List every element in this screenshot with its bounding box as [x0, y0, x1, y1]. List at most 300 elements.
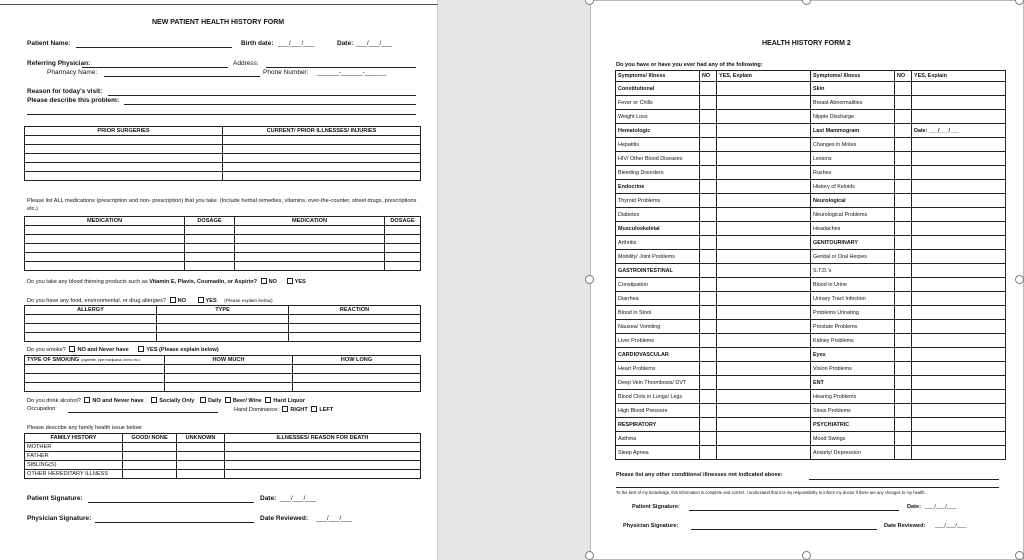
no-cell[interactable] [895, 124, 912, 138]
date-field[interactable]: ___/___/___ [356, 40, 393, 47]
symptom-label: Genital or Oral Herpes [811, 250, 895, 264]
yes-explain-cell[interactable] [912, 390, 1006, 404]
family-instructions: Please describe any family health issue below: [27, 425, 143, 431]
symptom-label: Hematologic [616, 124, 700, 138]
yes-explain-cell[interactable] [717, 320, 811, 334]
yes-explain-cell[interactable] [912, 362, 1006, 376]
blood-thinner-list: Vitamin E, Plavix, Coumadin, or Aspirin? [149, 279, 258, 285]
symptom-row[interactable] [616, 404, 1006, 418]
yes-explain-cell[interactable] [717, 418, 811, 432]
yes-explain-cell[interactable] [717, 166, 811, 180]
symptom-row[interactable] [616, 82, 1006, 96]
no-cell[interactable] [700, 82, 717, 96]
left-label: LEFT [319, 407, 334, 413]
form2-date-reviewed-label: Date Reviewed: [884, 523, 926, 529]
alcohol-socially-checkbox[interactable] [151, 397, 157, 403]
describe-field[interactable] [124, 104, 416, 105]
family-row-label: MOTHER [25, 443, 123, 452]
table-row[interactable] [25, 374, 421, 383]
symptom-row[interactable] [616, 348, 1006, 362]
yes-explain-cell[interactable] [717, 348, 811, 362]
symptom-label: Neurological Problems [811, 208, 895, 222]
yes-explain-cell[interactable] [717, 96, 811, 110]
symptom-label: Hepatitis [616, 138, 700, 152]
symptom-label: Rashes [811, 166, 895, 180]
page-top-rule [0, 4, 438, 5]
date-reviewed-label: Date Reviewed: [260, 515, 309, 522]
patient-signature-label: Patient Signature: [27, 495, 83, 502]
occupation-field[interactable] [68, 412, 218, 413]
symptom-label: Last Mammogram [811, 124, 895, 138]
yes-explain-cell[interactable] [912, 96, 1006, 110]
date-label: Date: [337, 40, 354, 47]
form2-physician-signature-field[interactable] [691, 529, 877, 530]
table-row[interactable] [25, 244, 421, 253]
symptom-row[interactable] [616, 194, 1006, 208]
yes-explain-cell[interactable] [717, 82, 811, 96]
no-cell[interactable] [895, 236, 912, 250]
no-cell[interactable] [700, 138, 717, 152]
no-cell[interactable] [700, 292, 717, 306]
symptom-label: Breast Abnormalities [811, 96, 895, 110]
form2-physician-signature-label: Physician Signature: [623, 523, 679, 529]
smoking-type-header [25, 356, 165, 365]
no-cell[interactable] [895, 152, 912, 166]
resize-handle-bottom-right[interactable] [1015, 551, 1024, 560]
symptom-label: Nipple Discharge [811, 110, 895, 124]
yes-explain-cell[interactable] [717, 124, 811, 138]
symptom-label: Constitutional [616, 82, 700, 96]
yes-explain-cell[interactable] [717, 194, 811, 208]
blood-thinner-no-checkbox[interactable] [261, 278, 267, 284]
yes-explain-cell[interactable] [912, 320, 1006, 334]
yes-explain-cell[interactable] [912, 418, 1006, 432]
yes-explain-cell[interactable] [717, 152, 811, 166]
symptoms-header-row [616, 71, 1006, 82]
no-cell[interactable] [895, 278, 912, 292]
yes-explain-cell[interactable] [912, 236, 1006, 250]
symptom-row[interactable] [616, 152, 1006, 166]
yes-explain-cell[interactable] [912, 110, 1006, 124]
patient-signature-field[interactable] [88, 502, 254, 503]
symptom-row[interactable] [616, 96, 1006, 110]
referring-physician-field[interactable] [82, 67, 228, 68]
no-cell[interactable] [895, 166, 912, 180]
allergy-yes-checkbox[interactable] [198, 297, 204, 303]
yes-explain-cell[interactable] [717, 250, 811, 264]
form2-patient-signature-field[interactable] [689, 510, 899, 511]
symptom-row[interactable] [616, 222, 1006, 236]
table-row[interactable] [25, 315, 421, 324]
table-row[interactable] [25, 136, 421, 145]
no-cell[interactable] [895, 404, 912, 418]
alcohol-beer-checkbox[interactable] [225, 397, 231, 403]
how-much-header: HOW MUCH [165, 356, 293, 365]
no-cell[interactable] [895, 110, 912, 124]
family-row-label: FATHER [25, 452, 123, 461]
yes-explain-header: YES, Explain [717, 71, 811, 82]
no-cell[interactable] [700, 376, 717, 390]
symptom-row[interactable] [616, 278, 1006, 292]
other-conditions-label: Please list any other conditions/ illnesses not indicated above: [616, 472, 783, 478]
symptom-label: Nausea/ Vomiting [616, 320, 700, 334]
new-patient-form-page [0, 0, 438, 560]
table-row[interactable] [25, 235, 421, 244]
smoking-type-note: (cigarette, pipe marijuana, chew, etc.) [80, 358, 141, 362]
no-cell[interactable] [700, 152, 717, 166]
symptom-row[interactable] [616, 292, 1006, 306]
reason-label: Reason for today's visit: [27, 88, 103, 95]
smoke-text: Do you smoke? [27, 347, 66, 353]
no-cell[interactable] [700, 96, 717, 110]
no-cell[interactable] [895, 334, 912, 348]
no-cell[interactable] [895, 320, 912, 334]
no-cell[interactable] [895, 362, 912, 376]
no-cell[interactable] [700, 418, 717, 432]
yes-explain-cell[interactable] [912, 348, 1006, 362]
symptom-row[interactable] [616, 236, 1006, 250]
symptom-row[interactable] [616, 110, 1006, 124]
mammogram-date-cell[interactable]: Date: ___/___/___ [912, 124, 1006, 138]
no-cell[interactable] [895, 348, 912, 362]
table-row[interactable] [25, 253, 421, 262]
symptom-row[interactable] [616, 264, 1006, 278]
symptom-label: Fever or Chills [616, 96, 700, 110]
symptom-label: Urinary Tract Infection [811, 292, 895, 306]
other-conditions-field[interactable] [809, 479, 999, 480]
symptom-row[interactable] [616, 180, 1006, 194]
yes-explain-cell[interactable] [912, 306, 1006, 320]
alcohol-no-checkbox[interactable] [84, 397, 90, 403]
symptom-row[interactable] [616, 362, 1006, 376]
symptom-row[interactable] [616, 208, 1006, 222]
yes-explain-cell[interactable] [912, 278, 1006, 292]
symptom-label: Musculoskeletal [616, 222, 700, 236]
symptom-label: Neurological [811, 194, 895, 208]
yes-explain-cell[interactable] [717, 278, 811, 292]
disclaimer-text: To the best of my knowledge, this information is complete and correct. I understand that it is my responsibility to inform my doctor if there are any changes to my health. [616, 490, 926, 495]
no-cell[interactable] [895, 432, 912, 446]
table-row[interactable] [25, 262, 421, 271]
form2-date-field[interactable]: ___/___/___ [925, 504, 957, 510]
date-reviewed-field[interactable]: ___/___/___ [316, 515, 353, 522]
symptom-label: Kidney Problems [811, 334, 895, 348]
yes-explain-cell[interactable] [912, 264, 1006, 278]
smoke-yes-checkbox[interactable] [138, 346, 144, 352]
yes-explain-cell[interactable] [912, 334, 1006, 348]
symptom-row[interactable] [616, 418, 1006, 432]
no-cell[interactable] [895, 208, 912, 222]
symptom-label: Anxiety/ Depression [811, 446, 895, 460]
symptom-label: Hearing Problems [811, 390, 895, 404]
symptom-row[interactable] [616, 320, 1006, 334]
address-field[interactable] [266, 67, 416, 68]
blood-thinner-yes-checkbox[interactable] [287, 278, 293, 284]
medications-table [24, 216, 421, 271]
no-cell[interactable] [895, 418, 912, 432]
symptom-row[interactable] [616, 124, 1006, 138]
family-history-table [24, 433, 421, 479]
no-cell[interactable] [700, 446, 717, 460]
yes-explain-cell[interactable] [912, 180, 1006, 194]
symptom-row[interactable] [616, 334, 1006, 348]
symptom-label: History of Keloids [811, 180, 895, 194]
symptoms-header: Symptoms/ Illness [811, 71, 895, 82]
table-row[interactable] [25, 145, 421, 154]
yes-explain-cell[interactable] [717, 446, 811, 460]
yes-explain-header: YES, Explain [912, 71, 1006, 82]
resize-handle-middle-left[interactable] [585, 275, 594, 284]
resize-handle-bottom-center[interactable] [802, 551, 811, 560]
yes-explain-cell[interactable] [717, 390, 811, 404]
yes-explain-cell[interactable] [717, 362, 811, 376]
symptom-label: Bleeding Disorders [616, 166, 700, 180]
alcohol-question [27, 397, 305, 404]
no-cell[interactable] [895, 96, 912, 110]
no-cell[interactable] [700, 124, 717, 138]
table-row[interactable] [25, 172, 421, 181]
table-row[interactable] [25, 443, 421, 452]
no-cell[interactable] [895, 292, 912, 306]
yes-explain-cell[interactable] [717, 110, 811, 124]
yes-label: YES [294, 279, 306, 285]
no-cell[interactable] [895, 264, 912, 278]
reason-field[interactable] [108, 95, 416, 96]
symptom-label: Blood Clots in Lungs/ Legs [616, 390, 700, 404]
symptom-label: ENT [811, 376, 895, 390]
alcohol-liquor-checkbox[interactable] [265, 397, 271, 403]
signature-date-field[interactable]: ___/___/___ [280, 495, 317, 502]
yes-explain-cell[interactable] [912, 250, 1006, 264]
form2-title: HEALTH HISTORY FORM 2 [762, 40, 851, 47]
no-cell[interactable] [700, 250, 717, 264]
type-header: TYPE [157, 306, 289, 315]
yes-explain-cell[interactable] [717, 306, 811, 320]
no-cell[interactable] [895, 82, 912, 96]
allergy-no-checkbox[interactable] [170, 297, 176, 303]
family-row-label: SIBLING(S) [25, 461, 123, 470]
other-conditions-field-line-2[interactable] [616, 487, 999, 488]
reaction-header: REACTION [289, 306, 421, 315]
referring-physician-label: Referring Physician: [27, 60, 91, 67]
symptom-label: Headaches [811, 222, 895, 236]
no-cell[interactable] [700, 278, 717, 292]
no-cell[interactable] [700, 194, 717, 208]
pharmacy-field[interactable] [104, 76, 260, 77]
symptom-label: Weight Loss [616, 110, 700, 124]
no-label: NO [177, 298, 186, 304]
no-cell[interactable] [700, 166, 717, 180]
symptom-row[interactable] [616, 138, 1006, 152]
symptom-row[interactable] [616, 250, 1006, 264]
no-cell[interactable] [700, 334, 717, 348]
smoking-type-label: TYPE OF SMOKING [27, 357, 80, 363]
no-cell[interactable] [700, 432, 717, 446]
symptom-row[interactable] [616, 166, 1006, 180]
no-cell[interactable] [700, 236, 717, 250]
table-row[interactable] [25, 163, 421, 172]
yes-explain-cell[interactable] [717, 334, 811, 348]
form2-patient-signature-label: Patient Signature: [632, 504, 680, 510]
allergy-table [24, 305, 421, 342]
symptom-label: Skin [811, 82, 895, 96]
form2-question: Do you have or have you ever had any of the following: [616, 62, 763, 68]
patient-name-field[interactable] [76, 47, 232, 48]
yes-explain-cell[interactable] [912, 376, 1006, 390]
pharmacy-label: Pharmacy Name: [47, 69, 98, 76]
no-cell[interactable] [700, 348, 717, 362]
allergy-text: Do you have any food, environmental, or drug allergies? [27, 298, 166, 304]
beer-wine-label: Beer/ Wine [232, 398, 262, 404]
symptom-label: PSYCHIATRIC [811, 418, 895, 432]
symptom-label: GENITOURINARY [811, 236, 895, 250]
family-history-header: FAMILY HISTORY [25, 434, 123, 443]
socially-label: Socially Only [159, 398, 195, 404]
yes-explain-cell[interactable] [717, 236, 811, 250]
symptom-label: RESPIRATORY [616, 418, 700, 432]
no-cell[interactable] [895, 376, 912, 390]
symptom-label: Diarrhea [616, 292, 700, 306]
blood-thinner-question [27, 278, 306, 285]
hand-right-checkbox[interactable] [282, 406, 288, 412]
yes-explain-cell[interactable] [717, 138, 811, 152]
yes-explain-cell[interactable] [912, 82, 1006, 96]
yes-explain-cell[interactable] [912, 194, 1006, 208]
symptom-label: GASTROINTESTINAL [616, 264, 700, 278]
table-row[interactable] [25, 461, 421, 470]
yes-explain-cell[interactable] [912, 166, 1006, 180]
symptom-label: Arthritis [616, 236, 700, 250]
smoke-no-checkbox[interactable] [69, 346, 75, 352]
symptom-label: Eyes [811, 348, 895, 362]
no-cell[interactable] [895, 138, 912, 152]
allergy-header: ALLERGY [25, 306, 157, 315]
birth-date-field[interactable]: ___/___/___ [278, 40, 315, 47]
yes-explain-cell[interactable] [912, 208, 1006, 222]
describe-label: Please describe this problem: [27, 97, 120, 104]
symptoms-table-body [616, 71, 1006, 460]
yes-explain-cell[interactable] [717, 180, 811, 194]
yes-explain-cell[interactable] [912, 222, 1006, 236]
yes-explain-cell[interactable] [717, 432, 811, 446]
yes-explain-cell[interactable] [912, 432, 1006, 446]
yes-explain-cell[interactable] [912, 292, 1006, 306]
symptom-label: Sleep Apnea [616, 446, 700, 460]
no-cell[interactable] [895, 306, 912, 320]
hand-left-checkbox[interactable] [311, 406, 317, 412]
no-cell[interactable] [895, 250, 912, 264]
no-cell[interactable] [700, 320, 717, 334]
symptom-label: Prostate Problems [811, 320, 895, 334]
symptom-label: Vision Problems [811, 362, 895, 376]
symptom-label: Liver Problems [616, 334, 700, 348]
family-row-label: OTHER HEREDITARY ILLNESS [25, 470, 123, 479]
reason-for-death-header: ILLNESSES/ REASON FOR DEATH [225, 434, 421, 443]
yes-explain-cell[interactable] [717, 376, 811, 390]
symptom-row[interactable] [616, 376, 1006, 390]
no-cell[interactable] [700, 110, 717, 124]
yes-explain-cell[interactable] [912, 138, 1006, 152]
table-row[interactable] [25, 470, 421, 479]
symptom-row[interactable] [616, 306, 1006, 320]
yes-explain-cell[interactable] [717, 222, 811, 236]
no-cell[interactable] [700, 362, 717, 376]
no-cell[interactable] [700, 180, 717, 194]
address-label: Address: [233, 60, 259, 67]
no-cell[interactable] [895, 222, 912, 236]
symptom-row[interactable] [616, 390, 1006, 404]
yes-explain-cell[interactable] [717, 208, 811, 222]
alcohol-daily-checkbox[interactable] [200, 397, 206, 403]
resize-handle-middle-right[interactable] [1015, 275, 1024, 284]
no-cell[interactable] [895, 194, 912, 208]
symptom-row[interactable] [616, 446, 1006, 460]
table-row[interactable] [25, 452, 421, 461]
physician-signature-label: Physician Signature: [27, 515, 92, 522]
phone-field[interactable]: ______-______-______ [317, 69, 387, 76]
physician-signature-field[interactable] [95, 522, 254, 523]
medication-header: MEDICATION [235, 217, 385, 226]
hard-liquor-label: Hard Liquor [273, 398, 305, 404]
no-cell[interactable] [700, 222, 717, 236]
yes-explain-cell[interactable] [717, 404, 811, 418]
yes-explain-cell[interactable] [912, 446, 1006, 460]
no-header: NO [895, 71, 912, 82]
yes-explain-cell[interactable] [912, 404, 1006, 418]
symptom-label: Sinus Problems [811, 404, 895, 418]
symptom-label: Asthma [616, 432, 700, 446]
surgeries-table [24, 126, 421, 181]
no-cell[interactable] [700, 264, 717, 278]
no-cell[interactable] [700, 404, 717, 418]
table-row[interactable] [25, 365, 421, 374]
symptom-label: Changes in Moles [811, 138, 895, 152]
describe-field-line-2[interactable] [27, 114, 416, 115]
dosage-header: DOSAGE [185, 217, 235, 226]
dosage-header: DOSAGE [385, 217, 421, 226]
symptom-row[interactable] [616, 432, 1006, 446]
no-cell[interactable] [895, 180, 912, 194]
alcohol-text: Do you drink alcohol? [27, 398, 81, 404]
no-cell[interactable] [700, 390, 717, 404]
health-history-form-2-page[interactable] [590, 0, 1024, 560]
yes-explain-cell[interactable] [912, 152, 1006, 166]
symptom-label: Mood Swings [811, 432, 895, 446]
resize-handle-bottom-left[interactable] [585, 551, 594, 560]
no-cell[interactable] [895, 390, 912, 404]
medication-header: MEDICATION [25, 217, 185, 226]
yes-explain-cell[interactable] [717, 292, 811, 306]
symptom-label: Blood in Urine [811, 278, 895, 292]
symptom-label: Constipation [616, 278, 700, 292]
table-row[interactable] [25, 154, 421, 163]
symptom-label: Mobility/ Joint Problems [616, 250, 700, 264]
no-cell[interactable] [700, 208, 717, 222]
form2-date-label: Date: [907, 504, 921, 510]
symptom-label: Lesions [811, 152, 895, 166]
no-cell[interactable] [895, 446, 912, 460]
form2-date-reviewed-field[interactable]: ___/___/___ [935, 523, 967, 529]
no-cell[interactable] [700, 306, 717, 320]
symptom-label: Endocrine [616, 180, 700, 194]
allergy-question [27, 297, 273, 304]
symptom-label: Thyroid Problems [616, 194, 700, 208]
table-row[interactable] [25, 226, 421, 235]
table-row[interactable] [25, 383, 421, 392]
yes-explain-cell[interactable] [717, 264, 811, 278]
table-row[interactable] [25, 333, 421, 342]
table-row[interactable] [25, 324, 421, 333]
